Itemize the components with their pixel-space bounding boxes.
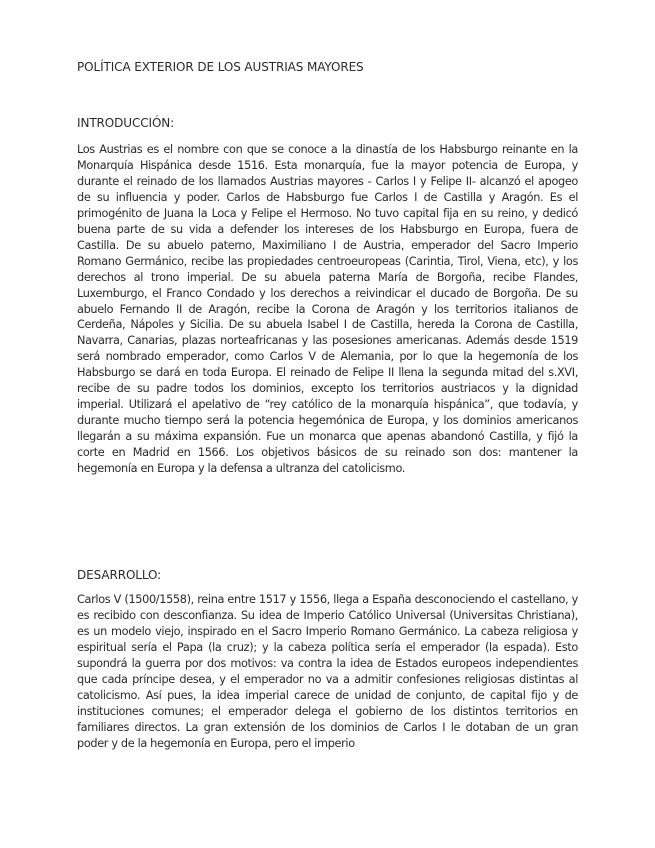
document-title: POLÍTICA EXTERIOR DE LOS AUSTRIAS MAYORES — [77, 60, 364, 74]
section-heading-introduccion: INTRODUCCIÓN: — [77, 116, 175, 130]
section-paragraph-desarrollo: Carlos V (1500/1558), reina entre 1517 y 1556, llega a España desconociendo el castellano, y es recibido con desconfianza. Su idea de Imperio Católico Universal (Universitas Christiana), es un modelo viejo, inspirado en el Sacro Imperio Romano Germánico. La cabeza religiosa y espiritual sería el Papa (la cruz); y la cabeza política sería el emperador (la espada). Esto supondrá la guerra por dos motivos: va contra la idea de Estados europeos independientes que cada príncipe desea, y el emperador no va a admitir confesiones religiosas distintas al catolicismo. Así pues, la idea imperial carece de unidad de conjunto, de capital fijo y de instituciones comunes; el emperador delega el gobierno de los distintos territorios en familiares directos. La gran extensión de los dominios de Carlos I le dotaban de un gran poder y de la hegemonía en Europa, pero el imperio — [77, 593, 578, 750]
section-heading-desarrollo: DESARROLLO: — [77, 568, 162, 582]
section-paragraph-introduccion: Los Austrias es el nombre con que se conoce a la dinastía de los Habsburgo reinante en la Monarquía Hispánica desde 1516. Esta monarquía, fue la mayor potencia de Europa, y durante el reinado de los llamados Austrias mayores - Carlos I y Felipe II- alcanzó el apogeo de su influencia y poder. Carlos de Habsburgo fue Carlos I de Castilla y Aragón. Es el primogénito de Juana la Loca y Felipe el Hermoso. No tuvo capital fija en su reino, y dedicó buena parte de su vida a defender los intereses de los Habsburgo en Europa, fuera de Castilla. De su abuelo paterno, Maximiliano I de Austria, emperador del Sacro Imperio Romano Germánico, recibe las propiedades centroeuropeas (Carintia, Tirol, Viena, etc), y los derechos al trono imperial. De su abuela paterna María de Borgoña, recibe Flandes, Luxemburgo, el Franco Condado y los derechos a reivindicar el ducado de Borgoña. De su abuelo Fernando II de Aragón, recibe la Corona de Aragón y los territorios italianos de Cerdeña, Nápoles y Sicilia. De su abuela Isabel I de Castilla, hereda la Corona de Castilla, Navarra, Canarias, plazas norteafricanas y las posesiones americanas. Además desde 1519 será nombrado emperador, como Carlos V de Alemania, por lo que la hegemonía de los Habsburgo se dará en toda Europa. El reinado de Felipe II llena la segunda mitad del s.XVI, recibe de su padre todos los dominios, excepto los territorios austriacos y la dignidad imperial. Utilizará el apelativo de “rey católico de la monarquía hispánica”, que todavía, y durante mucho tiempo será la potencia hegemónica de Europa, y los dominios americanos llegarán a su máxima expansión. Fue un monarca que apenas abandonó Castilla, y fijó la corte en Madrid en 1566. Los objetivos básicos de su reinado son dos: mantener la hegemonía en Europa y la defensa a ultranza del catolicismo. — [77, 143, 578, 476]
